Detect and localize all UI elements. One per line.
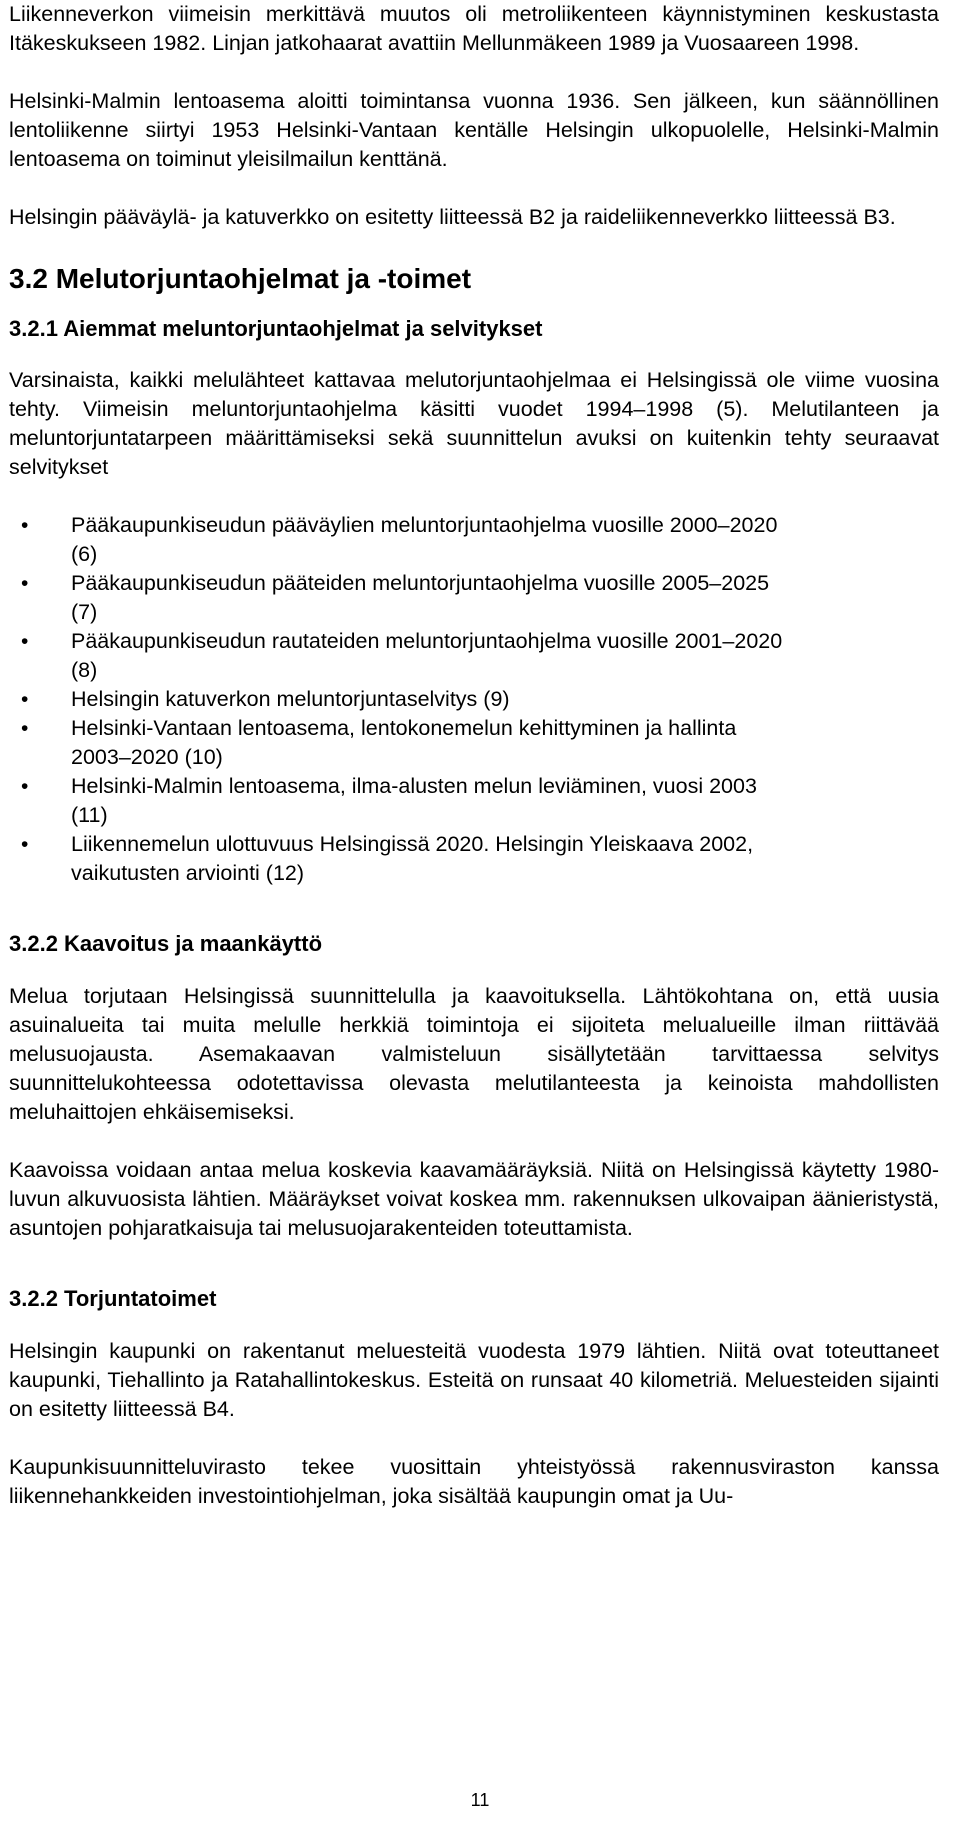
bullet-icon: • bbox=[21, 688, 29, 711]
bullet-icon: • bbox=[21, 717, 29, 740]
page-number: 11 bbox=[470, 1790, 490, 1810]
subsection-heading-3-2-1: 3.2.1 Aiemmat meluntorjuntaohjelmat ja selvitykset bbox=[9, 316, 543, 341]
list-item-text: Helsinki-Malmin lentoasema, ilma-alusten melun leviäminen, vuosi 2003 (11) bbox=[71, 774, 757, 827]
list-item bbox=[9, 685, 797, 714]
paragraph-metro: Liikenneverkon viimeisin merkittävä muutos oli metroliikenteen käynnistyminen keskustasta Itäkeskukseen 1982. Linjan jatkohaarat avattiin Mellunmäkeen 1989 ja Vuosaareen 1998. bbox=[9, 2, 939, 55]
bullet-icon: • bbox=[21, 630, 29, 653]
list-item-text: Pääkaupunkiseudun rautateiden meluntorjuntaohjelma vuosille 2001–2020 (8) bbox=[71, 629, 783, 682]
document-page bbox=[9, 0, 939, 1511]
list-item-text: Liikennemelun ulottuvuus Helsingissä 2020. Helsingin Yleiskaava 2002, vaikutusten arviointi (12) bbox=[71, 832, 754, 885]
bullet-icon: • bbox=[21, 572, 29, 595]
section-heading-3-2: 3.2 Melutorjuntaohjelmat ja -toimet bbox=[9, 263, 472, 294]
list-item bbox=[9, 714, 797, 772]
subsection-heading-kaavoitus: 3.2.2 Kaavoitus ja maankäyttö bbox=[9, 931, 323, 956]
list-item bbox=[9, 627, 797, 685]
paragraph-aiemmat-intro: Varsinaista, kaikki melulähteet kattavaa melutorjuntaohjelmaa ei Helsingissä ole viime vuosina tehty. Viimeisin meluntorjuntaohjelma käsitti vuodet 1994–1998 (5). Melutilanteen ja meluntorjuntatarpeen määrittämiseksi sekä suunnittelun avuksi on kuitenkin tehty seuraavat selvitykset bbox=[9, 368, 939, 479]
paragraph-torjunta-1: Helsingin kaupunki on rakentanut meluesteitä vuodesta 1979 lähtien. Niitä ovat toteuttaneet kaupunki, Tiehallinto ja Ratahallintokeskus. Esteitä on runsaat 40 kilometriä. Meluesteiden sijainti on esitetty liitteessä B4. bbox=[9, 1339, 939, 1421]
list-item-text: Pääkaupunkiseudun pääteiden meluntorjuntaohjelma vuosille 2005–2025 (7) bbox=[71, 571, 770, 624]
bullet-icon: • bbox=[21, 775, 29, 798]
list-item-text: Helsingin katuverkon meluntorjuntaselvitys (9) bbox=[71, 687, 510, 711]
paragraph-liitteet: Helsingin pääväylä- ja katuverkko on esitetty liitteessä B2 ja raideliikenneverkko liitteessä B3. bbox=[9, 205, 896, 229]
list-item bbox=[9, 772, 797, 830]
list-item-text: Helsinki-Vantaan lentoasema, lentokonemelun kehittyminen ja hallinta 2003–2020 (10) bbox=[71, 716, 737, 769]
list-item bbox=[9, 569, 797, 627]
list-item-text: Pääkaupunkiseudun pääväylien meluntorjuntaohjelma vuosille 2000–2020 (6) bbox=[71, 513, 778, 566]
subsection-heading-torjuntatoimet: 3.2.2 Torjuntatoimet bbox=[9, 1286, 217, 1311]
paragraph-torjunta-2: Kaupunkisuunnitteluvirasto tekee vuosittain yhteistyössä rakennusviraston kanssa liikennehankkeiden investointiohjelman, joka sisältää kaupungin omat ja Uu- bbox=[9, 1455, 939, 1508]
selvitykset-list bbox=[9, 511, 939, 888]
bullet-icon: • bbox=[21, 833, 29, 856]
bullet-icon: • bbox=[21, 514, 29, 537]
list-item bbox=[9, 830, 797, 888]
paragraph-malmi: Helsinki-Malmin lentoasema aloitti toimintansa vuonna 1936. Sen jälkeen, kun säännöllinen lentoliikenne siirtyi 1953 Helsinki-Vantaan kentälle Helsingin ulkopuolelle, Helsinki-Malmin lentoasema on toiminut yleisilmailun kenttänä. bbox=[9, 89, 939, 171]
list-item bbox=[9, 511, 797, 569]
paragraph-kaavoitus-2: Kaavoissa voidaan antaa melua koskevia kaavamääräyksiä. Niitä on Helsingissä käytetty 1980-luvun alkuvuosista lähtien. Määräykset voivat koskea mm. rakennuksen ulkovaipan äänieristystä, asuntojen pohjaratkaisuja tai melusuojarakenteiden toteuttamista. bbox=[9, 1158, 939, 1240]
paragraph-kaavoitus-1: Melua torjutaan Helsingissä suunnittelulla ja kaavoituksella. Lähtökohtana on, että uusia asuinalueita tai muita melulle herkkiä toimintoja ei sijoiteta melualueille ilman riittävää melusuojausta. Asemakaavan valmisteluun sisällytetään tarvittaessa selvitys suunnittelukohteessa odotettavissa olevasta melutilanteesta ja keinoista mahdollisten meluhaittojen ehkäisemiseksi. bbox=[9, 984, 939, 1124]
